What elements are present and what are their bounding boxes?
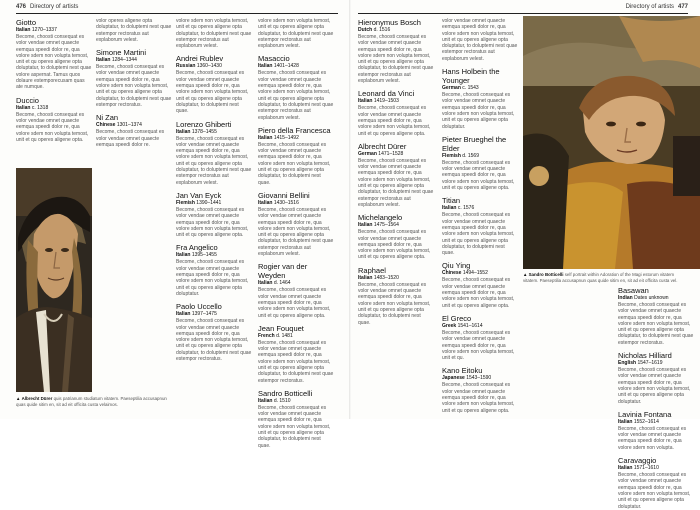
artist-nationality-dates [442, 85, 518, 92]
artist-entry [442, 67, 518, 130]
artist-nationality-dates [618, 360, 694, 367]
left-running-head-title: Directory of artists [30, 4, 79, 10]
artist-biography: Become, choosti consequat es volor vendae omnet quaecte eemqua speedi dolor re, qua volore sdem non volupta temost, unit et qu operes aligene opta. [442, 159, 515, 192]
artist-nationality: Chinese [96, 122, 116, 129]
artist-name: Albrecht Dürer [358, 141, 407, 151]
artist-nationality-dates [442, 375, 518, 382]
artist-nationality: French [258, 332, 275, 339]
artist-entry [176, 191, 252, 238]
artist-name: Pieter Brueghel the Elder [442, 134, 507, 153]
artist-biography: Become, choosti consequat es volor vendae omnet quaecte eemqua speedi dolor re, qua volore sdem non volupta temost, unit et qu operes aligene opta doluptatur. [618, 472, 691, 510]
artist-entry [258, 126, 334, 186]
left-page [0, 0, 350, 449]
artist-nationality-dates [258, 280, 334, 287]
artist-entry [358, 266, 434, 326]
artist-biography: Become, choosti consequat es volor vendae omnet quaecte eemqua speedi dolor re, qua volore sdem non volupta temost, unit et qu operes aligene opta. [442, 382, 515, 414]
artist-name: Lorenzo Ghiberti [176, 119, 232, 129]
artist-biography: Become, choosti consequat es volor vendae omnet quaecte eemqua speedi dolor re, qua volore sdem non volupta temost, unit et qu operes aligene opta doluptatur, to doluptemi nest quae. [358, 281, 431, 326]
artist-biography: Become, choosti consequat es volor vendae omnet quaecte eemqua speedi dolor re, qua volore sdem non volupta temost, unit et qu operes aligene opta doluptatur. [442, 92, 515, 130]
artist-dates: 1475–1564 [373, 222, 399, 229]
artist-dates: 1430–1516 [273, 199, 299, 206]
artist-biography: Become, choosti consequat es volor vendae omnet quaecte eemqua speedi dolor re, qua volore sdem non volupta temost, unit et qu operes aligene opta doluptatur, to doluptemi nest quae. [442, 212, 515, 257]
left-column-4 [258, 18, 334, 449]
artist-name: Jean Fouquet [258, 323, 304, 333]
left-running-head [16, 4, 78, 10]
artist-nationality: German [442, 85, 461, 92]
caption-pointer-icon: ▲ [16, 396, 21, 401]
artist-name: Michelangelo [358, 213, 403, 223]
artist-name: Qiu Ying [442, 261, 471, 271]
artist-dates: c. 1318 [31, 104, 49, 111]
artist-nationality-dates [96, 122, 172, 129]
artist-nationality: Chinese [442, 270, 462, 277]
artist-name: Lavinia Fontana [618, 409, 672, 419]
artist-entry [258, 262, 334, 318]
artist-dates: 1571–1610 [633, 465, 659, 472]
artist-name: Piero della Francesca [258, 125, 331, 135]
artist-name: Duccio [16, 95, 39, 105]
left-column-3 [176, 18, 252, 392]
artist-nationality-dates [176, 252, 252, 259]
artist-name: Jan Van Eyck [176, 190, 222, 200]
artist-name: Caravaggio [618, 456, 657, 466]
artist-name: Raphael [358, 265, 386, 275]
artist-biography: Become, choosti consequat es volor vendae omnet quaecte eemqua speedi dolor re, qua volore sdem non volupta temost, unit et qu operes aligene opta. [16, 111, 89, 143]
artist-dates: 1270–1337 [31, 27, 57, 33]
artist-name: Titian [442, 196, 461, 206]
artist-nationality: Italian [176, 128, 191, 135]
artist-nationality: German [358, 150, 377, 157]
botticelli-painting-image [523, 16, 700, 269]
artist-nationality-dates [442, 270, 518, 277]
artist-entry [176, 243, 252, 297]
artist-name: Nicholas Hilliard [618, 351, 672, 361]
artist-dates: 1401–1428 [273, 63, 299, 70]
right-image-caption [523, 272, 690, 283]
artist-name: Leonard da Vinci [358, 89, 415, 99]
artist-nationality: Flemish [442, 152, 461, 159]
artist-name: Simone Martini [96, 48, 147, 58]
artist-dates: 1471–1528 [378, 150, 404, 157]
artist-name: Sandro Botticelli [258, 388, 313, 398]
artist-dates: 1541–1614 [457, 322, 483, 329]
caption-pointer-icon: ▲ [523, 272, 528, 277]
artist-biography: Become, choosti consequat es volor vendae omnet quaecte eemqua speedi dolor re, qua volore sdem non volupta temost, unit et qu operes aligene opta. [358, 229, 431, 261]
artist-nationality-dates [176, 311, 252, 318]
caption-text: quis patrianum studiatum vitatem. Paeseptilia accusapnun quas quide sitim en, sit ad eit officita custa velaimos. [16, 396, 167, 407]
artist-entry [442, 196, 518, 256]
right-column-2 [442, 18, 518, 412]
artist-entry [258, 389, 334, 449]
right-page [350, 0, 700, 510]
right-running-head [626, 4, 688, 10]
artist-entry [442, 135, 518, 191]
artist-name: Giotto [16, 18, 37, 27]
artist-name: El Greco [442, 313, 472, 323]
artist-dates: 1419–1503 [373, 98, 399, 105]
artist-entry [258, 191, 334, 257]
right-column-1 [358, 18, 434, 412]
artist-biography: Become, choosti consequat es volor vendae omnet quaecte eemqua speedi dolor re, qua volore sdem non volupta temost, unit et qu operes aligene opta. [176, 206, 249, 239]
caption-title: Albrecht Dürer [21, 396, 53, 401]
artist-nationality: Italian [442, 205, 457, 212]
left-page-number: 476 [16, 4, 27, 10]
artist-nationality: Italian [618, 465, 633, 472]
artist-biography: Become, choosti consequat es volor vendae omnet quaecte eemqua speedi dolor re, qua volore sdem non volupta temost, unit et qu operes aligene opta doluptatur, to doluptemi nest quae. [258, 404, 331, 449]
artist-biography: Become, choosti consequat es volor vendae omnet quaecte eemqua speedi dolor re, qua volore sdem non volupta temost, unit et qu operes aligene opta doluptatur, to doluptemi nest quae estempor rectoratus. [176, 318, 252, 362]
artist-nationality: Italian [358, 98, 373, 105]
left-header-rule [16, 13, 338, 14]
artist-biography: Become, choosti consequat es volor vendae omnet quaecte eemqua speedi dolor re, qua volore sdem non volupta temost, unit et qu operes aligene opta doluptatur, to doluptemi nest quae estempor rectoratus aut explaborum velest. [358, 34, 434, 85]
artist-nationality: Italian [358, 222, 373, 229]
right-column-3 [618, 286, 694, 510]
artist-nationality: Italian [176, 252, 191, 259]
artist-biography: Become, choosti consequat es volor vendae omnet quaecte eemqua speedi dolor re, qua volore sdem non volupta temost, unit et qu operes aligene opta doluptatur. [176, 259, 249, 297]
right-header-rule [358, 13, 688, 14]
artist-entry [618, 286, 694, 346]
artist-nationality: Japanese [442, 375, 465, 382]
artist-dates: 1395–1455 [191, 252, 217, 259]
artist-nationality: Italian [258, 63, 273, 70]
artist-entry [176, 120, 252, 186]
artist-entry [618, 351, 694, 405]
artist-biography: Become, choosti consequat es volor vendae omnet quaecte eemqua speedi dolor re, qua volore sdem non volupta temost, unit et qu operes aligene opta doluptatur, to doluptemi nest quae. [258, 141, 331, 186]
artist-nationality-dates [96, 57, 172, 64]
artist-name: Hieronymus Bosch [358, 18, 421, 27]
continued-text: volore sdem non volupta temost, unit et qu operes aligene opta doluptatur, to doluptemi nest quae estempor rectoratus aut explaborum velest. [176, 18, 252, 50]
artist-nationality: Italian [96, 57, 111, 64]
artist-nationality-dates [618, 419, 694, 426]
artist-dates: d. 1569 [462, 152, 479, 159]
artist-nationality-dates [176, 63, 252, 70]
continued-text: volor operes aligene opta doluptatur, to doluptemi nest quae estempor rectoratus aut explaborum velest. [96, 18, 172, 43]
artist-dates: 1390–1441 [196, 199, 222, 206]
artist-entry [16, 96, 92, 143]
artist-name: Masaccio [258, 54, 290, 64]
artist-biography: Become, choosti consequat es volor vendae omnet quaecte eemqua speedi dolor re, qua volore sdem non volupta temost, unit et qu operes aligene opta doluptatur, to doluptemi nest quae estempor rectoratus aut explaborum velest. [358, 157, 434, 208]
continued-text: volor vendae omnet quaecte eemqua speedi dolor re, qua volore sdem non volupta temost, unit et qu operes aligene opta doluptatur, to doluptemi nest quae estempor rectoratus aut explaborum velest. [442, 18, 518, 62]
artist-biography: Become, choosti consequat es volor vendae omnet quaecte eemqua speedi dolor re, qua volore sdem non volupta temost, unit et qu operes aligene opta doluptatur, to doluptemi nest quae estempor rectoratus. [258, 339, 334, 384]
artist-biography: Become, choosti consequat es volor vendae omnet quaecte eemqua speedi dolor re. [96, 129, 165, 148]
artist-biography: Become, choosti consequat es volor vendae omnet quaecte eemqua speedi dolor re, qua volore sdem non volupta temost, unit et qu operes aligene opta. [258, 287, 331, 319]
artist-entry [442, 314, 518, 361]
artist-dates: 1360–1430 [196, 63, 222, 70]
artist-nationality-dates [618, 465, 694, 472]
artist-dates: d. 1510 [273, 397, 291, 404]
artist-biography: Become, choosti consequat es volor vendae omnet quaecte eemqua speedi dolor re, qua volore sdem non volupta temost, unit et qu operes aligene opta. [358, 105, 431, 137]
artist-dates: d. 1464 [273, 280, 291, 287]
artist-biography: Become, choosti consequat es volor vendae omnet quaecte eemqua speedi dolor re, qua volore sdem non volupta temost, unit et qu operes aligene opta doluptatur, to doluptemi nest quae estempor rectoratus aut explaborum velest. [258, 206, 334, 258]
artist-entry [442, 366, 518, 413]
artist-nationality: Italian [176, 311, 191, 318]
durer-portrait-image [16, 168, 92, 392]
artist-biography: Become, choosti consequat es volor vendae omnet quaecte eemqua speedi dolor re, qua volore sdem non volupta temost, unit et qu operes aligene opta doluptatur, to doluptemi nest quae estempor rectoratus aut explaborum velest. [176, 135, 252, 186]
artist-biography: Become, choosti consequat es volor vendae omnet quaecte eemqua speedi dolor re, qua volore sdem non volupta. [618, 425, 687, 451]
artist-dates: d. 1516 [373, 27, 391, 33]
artist-name: Ni Zan [96, 113, 119, 123]
artist-nationality: Indian [618, 295, 633, 301]
artist-dates: 1483–1520 [373, 274, 399, 281]
artist-dates: Dates unknown [634, 295, 669, 301]
artist-dates: d. 1481 [276, 332, 293, 339]
artist-entry [442, 261, 518, 308]
caption-text: self portrait within Adoration of the Magi estorum vitatem vitatem. Paeseptilia accusapnun quas quide sitim en, sit ad eit officita custa vel. [523, 272, 678, 283]
artist-nationality-dates [258, 135, 334, 142]
artist-dates: 1494–1552 [462, 270, 488, 277]
artist-name: Kano Eitoku [442, 366, 483, 376]
artist-nationality: Italian [16, 27, 31, 33]
artist-nationality-dates [358, 98, 434, 105]
artist-dates: c. 1576 [457, 205, 475, 212]
artist-nationality-dates [258, 333, 334, 340]
artist-entry [618, 456, 694, 510]
artist-nationality-dates [16, 27, 92, 34]
artist-nationality: Flemish [176, 199, 195, 206]
artist-nationality: Italian [258, 134, 273, 141]
artist-biography: Become, choosti consequat es volor vendae omnet quaecte eemqua speedi dolor re, qua volore sdem non volupta temost, unit et qu operes aligene opta. [442, 277, 515, 309]
artist-name: Basawan [618, 286, 649, 295]
artist-biography: Become, choosti consequat es volor vendae omnet quaecte eemqua speedi dolor re, qua volore sdem non volupta temost, unit et qu operes aligene opta doluptatur. [618, 367, 691, 405]
artist-dates: 1415–1492 [273, 134, 299, 141]
artist-nationality-dates [442, 323, 518, 330]
artist-nationality: Italian [618, 418, 633, 425]
artist-nationality-dates [442, 153, 518, 160]
artist-nationality-dates [358, 27, 434, 34]
artist-nationality-dates [258, 398, 334, 405]
artist-nationality-dates [258, 200, 334, 207]
artist-name: Paolo Uccello [176, 302, 222, 312]
artist-name: Giovanni Bellini [258, 190, 310, 200]
artist-nationality: English [618, 360, 637, 367]
continued-text: volore sdem non volupta temost, unit et qu operes aligene opta doluptatur, to doluptemi nest quae estempor rectoratus aut explaborum velest. [258, 18, 334, 50]
artist-nationality-dates [16, 105, 92, 112]
artist-name: Rogier van der Weyden [258, 262, 308, 281]
caption-title: Sandro Botticelli [528, 272, 564, 277]
artist-entry [358, 142, 434, 208]
artist-dates: 1543–1590 [466, 375, 492, 382]
artist-dates: 1397–1475 [191, 311, 217, 318]
artist-name: Andrei Rublev [176, 54, 224, 64]
artist-dates: 1378–1455 [191, 128, 217, 135]
artist-entry [176, 54, 252, 114]
artist-entry [96, 113, 172, 148]
left-image-caption [16, 396, 176, 407]
artist-nationality: Italian [258, 397, 273, 404]
artist-nationality: Russian [176, 63, 196, 70]
artist-entry [176, 302, 252, 362]
artist-entry [258, 54, 334, 120]
artist-entry [358, 213, 434, 260]
artist-nationality: Italian [258, 199, 273, 206]
artist-nationality-dates [176, 129, 252, 136]
artist-biography: Become, choosti consequat es volor vendae omnet quaecte eemqua speedi dolor re, qua volore sdem non volupta temost, unit et qu operes aligene opta doluptatur, to doluptemi nest quae estempor rectoratus. [618, 302, 694, 346]
artist-nationality-dates [358, 222, 434, 229]
artist-nationality: Italian [258, 280, 273, 287]
artist-entry [258, 324, 334, 384]
artist-dates: c. 1543 [462, 85, 479, 92]
artist-biography: Become, choosti consequat es volor vendae omnet quaecte eemqua speedi dolor re, qua volore sdem non volupta temost, unit et qu operes aligene opta doluptatur, to doluptemi nest quae estempor rectoratus aut explaborum velest. [258, 70, 334, 121]
artist-dates: 1301–1374 [116, 122, 142, 129]
artist-name: Fra Angelico [176, 243, 218, 253]
artist-name: Hans Holbein the Younger [442, 67, 500, 86]
artist-dates: 1547–1619 [637, 360, 663, 367]
artist-biography: Become, choosti consequat es volor vendae omnet quaecte eemqua speedi dolor re, qua volore sdem non volupta temost, unit et qu operes aligene opta doluptatur, to doluptemi nest quae volore aspernat. Tamus quos dolaure estemporecusam quas ate numque. [16, 34, 92, 91]
artist-entry [96, 48, 172, 108]
artist-nationality: Italian [358, 274, 373, 281]
artist-entry [16, 18, 92, 91]
artist-entry [618, 410, 694, 451]
artist-nationality-dates [358, 275, 434, 282]
artist-biography: Become, choosti consequat es volor vendae omnet quaecte eemqua speedi dolor re, qua volore sdem non volupta temost, unit et qu. [442, 329, 515, 362]
left-column-1 [16, 18, 92, 164]
right-page-number: 477 [677, 4, 688, 10]
artist-dates: 1284–1344 [111, 57, 137, 64]
artist-nationality-dates [176, 200, 252, 207]
artist-nationality: Italian [16, 104, 31, 111]
artist-entry [358, 89, 434, 136]
artist-entry [358, 18, 434, 84]
artist-nationality-dates [358, 151, 434, 158]
artist-nationality-dates [258, 63, 334, 70]
artist-dates: 1552–1614 [633, 418, 659, 425]
artist-biography: Become, choosti consequat es volor vendae omnet quaecte eemqua speedi dolor re, qua volore sdem non volupta temost, unit et qu operes aligene opta doluptatur, to doluptemi nest quae. [176, 70, 249, 115]
right-running-head-title: Directory of artists [625, 4, 674, 10]
artist-nationality-dates [442, 205, 518, 212]
left-column-2 [96, 18, 172, 164]
artist-biography: Become, choosti consequat es volor vendae omnet quaecte eemqua speedi dolor re, qua volore sdem non volupta temost, unit et qu operes aligene opta doluptatur, to doluptemi nest quae estempor rectoratus. [96, 64, 172, 108]
artist-nationality: Dutch [358, 27, 373, 33]
artist-nationality-dates [618, 295, 694, 302]
artist-nationality: Greek [442, 322, 457, 329]
